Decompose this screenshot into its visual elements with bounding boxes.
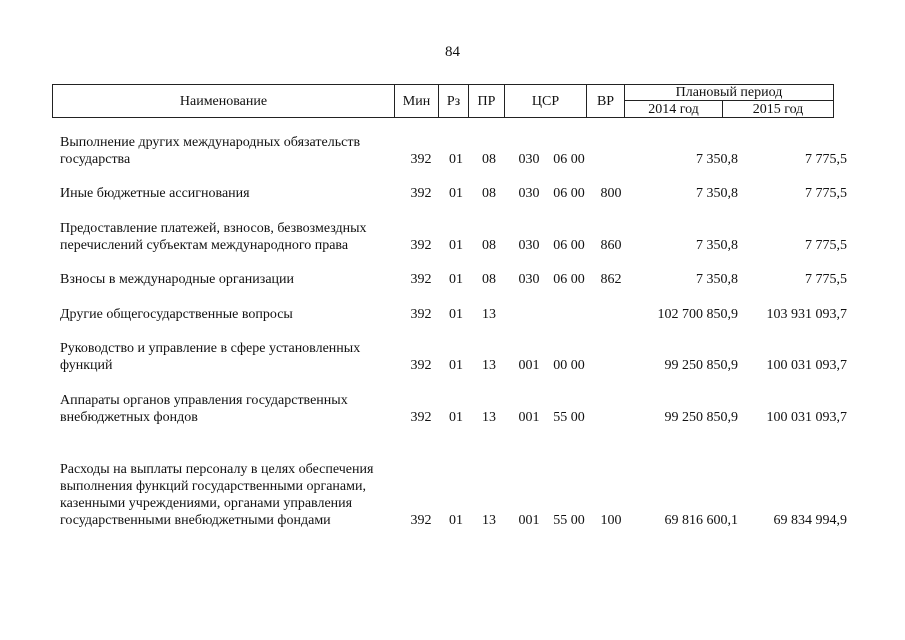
row-name: Иные бюджетные ассигнования (60, 186, 250, 201)
row-min: 392 (410, 272, 432, 287)
row-name: Взносы в международные организации (60, 272, 295, 287)
row-value-2014: 7 350,8 (696, 186, 738, 201)
header-name: Наименование (53, 85, 395, 118)
row-value-2014: 99 250 850,9 (664, 410, 738, 425)
row-csr-item: 06 00 (553, 152, 585, 167)
row-value-2015: 7 775,5 (805, 152, 847, 167)
row-rz: 01 (449, 186, 463, 201)
row-pr: 08 (482, 238, 496, 253)
row-rz: 01 (449, 513, 463, 528)
row-csr-program: 001 (518, 513, 540, 528)
row-pr: 13 (482, 358, 496, 373)
row-csr-program: 001 (518, 358, 540, 373)
row-pr: 08 (482, 152, 496, 167)
header-planned-period: Плановый период (625, 85, 834, 101)
row-pr: 13 (482, 307, 496, 322)
row-value-2015: 103 931 093,7 (766, 307, 847, 322)
row-name: Выполнение других международных обязательств государства (60, 135, 361, 167)
row-rz: 01 (449, 410, 463, 425)
row-csr-program: 030 (518, 238, 540, 253)
row-value-2014: 7 350,8 (696, 272, 738, 287)
row-vr: 860 (600, 238, 622, 253)
header-pr: ПР (469, 85, 505, 118)
row-min: 392 (410, 238, 432, 253)
row-value-2014: 7 350,8 (696, 152, 738, 167)
row-csr-program: 001 (518, 410, 540, 425)
row-value-2015: 100 031 093,7 (766, 410, 847, 425)
row-rz: 01 (449, 358, 463, 373)
row-rz: 01 (449, 272, 463, 287)
row-pr: 08 (482, 186, 496, 201)
row-rz: 01 (449, 238, 463, 253)
row-csr-item: 55 00 (553, 410, 585, 425)
header-min: Мин (395, 85, 439, 118)
row-name: Расходы на выплаты персоналу в целях обеспечения выполнения функций государственными органами, казенными учреждениями, органами управления государственными внебюджетными фондами (60, 462, 374, 528)
row-vr: 800 (600, 186, 622, 201)
row-value-2014: 99 250 850,9 (664, 358, 738, 373)
row-csr-item: 06 00 (553, 186, 585, 201)
row-value-2014: 69 816 600,1 (664, 513, 738, 528)
row-rz: 01 (449, 307, 463, 322)
row-name: Аппараты органов управления государственных внебюджетных фондов (60, 393, 348, 425)
row-csr-item: 06 00 (553, 272, 585, 287)
page-number: 84 (445, 44, 460, 60)
row-value-2015: 100 031 093,7 (766, 358, 847, 373)
header-rz: Рз (439, 85, 469, 118)
row-value-2015: 69 834 994,9 (773, 513, 847, 528)
header-year-2015: 2015 год (723, 101, 834, 118)
row-min: 392 (410, 307, 432, 322)
row-min: 392 (410, 152, 432, 167)
header-csr: ЦСР (505, 85, 587, 118)
row-csr-item: 55 00 (553, 513, 585, 528)
row-min: 392 (410, 410, 432, 425)
row-csr-item: 00 00 (553, 358, 585, 373)
row-vr: 862 (600, 272, 622, 287)
row-pr: 08 (482, 272, 496, 287)
header-year-2014: 2014 год (625, 101, 723, 118)
row-value-2015: 7 775,5 (805, 238, 847, 253)
row-min: 392 (410, 358, 432, 373)
row-rz: 01 (449, 152, 463, 167)
row-value-2014: 102 700 850,9 (657, 307, 738, 322)
row-pr: 13 (482, 410, 496, 425)
row-name: Руководство и управление в сфере установленных функций (60, 341, 361, 373)
row-vr: 100 (600, 513, 622, 528)
header-vr: ВР (587, 85, 625, 118)
row-min: 392 (410, 513, 432, 528)
row-value-2014: 7 350,8 (696, 238, 738, 253)
row-name: Предоставление платежей, взносов, безвозмездных перечислений субъектам международного права (60, 221, 367, 253)
row-value-2015: 7 775,5 (805, 272, 847, 287)
row-min: 392 (410, 186, 432, 201)
row-csr-program: 030 (518, 272, 540, 287)
row-value-2015: 7 775,5 (805, 186, 847, 201)
row-name: Другие общегосударственные вопросы (60, 307, 293, 322)
row-csr-program: 030 (518, 152, 540, 167)
row-csr-program: 030 (518, 186, 540, 201)
row-pr: 13 (482, 513, 496, 528)
row-csr-item: 06 00 (553, 238, 585, 253)
